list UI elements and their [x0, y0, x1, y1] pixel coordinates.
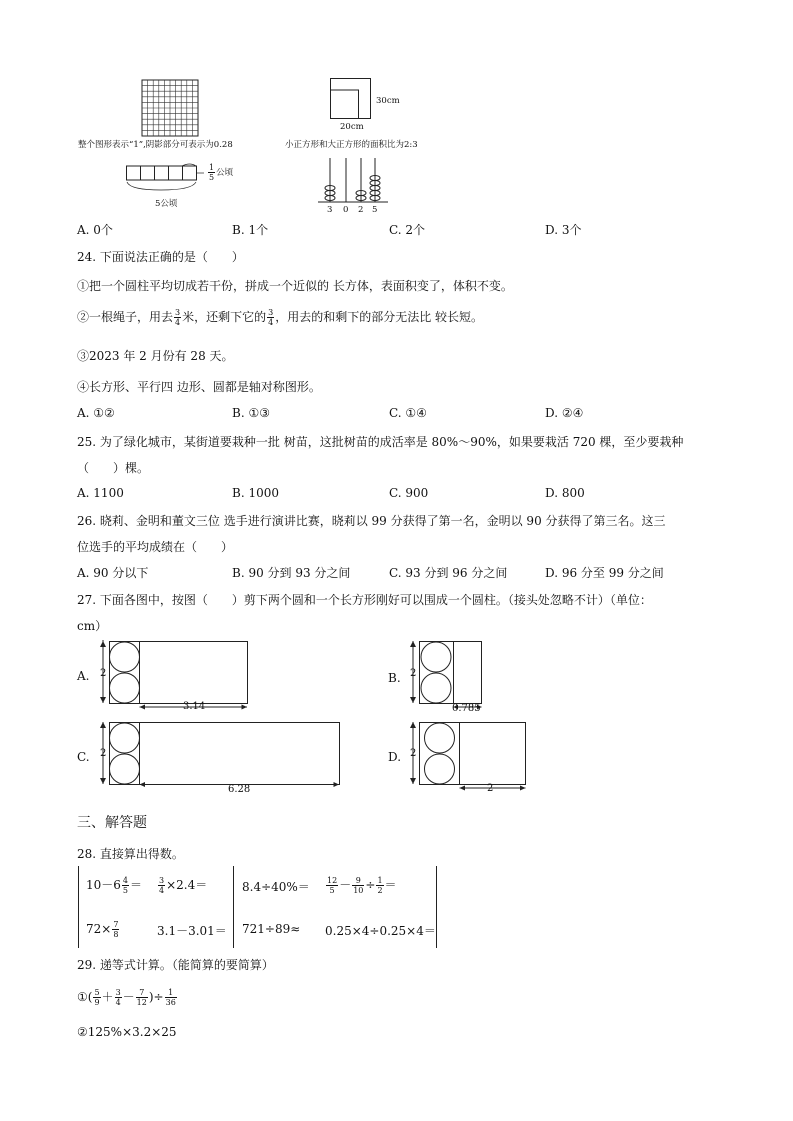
- q24-statement-1: ①把一个圆柱平均切成若干份，拼成一个近似的 长方体，表面积变了，体积不变。: [77, 279, 513, 293]
- q28-r1c2: $\frac{3}{4}$ ×2.4＝: [159, 876, 208, 895]
- bar-total-label: 5公顷: [155, 199, 178, 209]
- q27-stem-line1: 27. 下面各图中，按图（ ）剪下两个圆和一个长方形刚好可以围成一个圆柱。（接头处忽略不计）（单位：: [77, 593, 652, 607]
- q25-option-c[interactable]: C. 900: [389, 486, 429, 500]
- q24-statement-3: ③2023 年 2 月份有 28 天。: [77, 349, 234, 363]
- q23-option-d[interactable]: D. 3个: [545, 223, 582, 237]
- q27-stem-line2: cm）: [77, 619, 108, 633]
- q28-table-right-border: [436, 866, 437, 948]
- q29-expression-2: ②125%×3.2×25: [77, 1025, 177, 1039]
- q26-option-a[interactable]: A. 90 分以下: [77, 566, 149, 580]
- q23-option-a[interactable]: A. 0个: [77, 223, 113, 237]
- q28-r2c2: 3.1－3.01＝: [157, 924, 227, 938]
- bar-fraction-label: $\frac{1}{5}$ 公顷: [209, 163, 234, 182]
- q27-fig-d-width: 2: [487, 783, 494, 794]
- q26-stem-line2: 位选手的平均成绩在（ ）: [77, 540, 234, 554]
- q26-option-c[interactable]: C. 93 分到 96 分之间: [389, 566, 508, 580]
- q28-r2c4: 0.25×4÷0.25×4＝: [325, 924, 436, 938]
- q27-fig-d-height: 2: [410, 748, 417, 759]
- q27-fig-b-width: 0.785: [452, 703, 481, 714]
- q27-fig-b-height: 2: [410, 668, 417, 679]
- q24-option-d[interactable]: D. ②④: [545, 406, 584, 420]
- squares-dim-bottom: 20cm: [340, 122, 364, 132]
- q25-stem-line1: 25. 为了绿化城市，某街道要栽种一批 树苗，这批树苗的成活率是 80%～90%，如果要栽活 720 棵，至少要栽种: [77, 435, 684, 449]
- q29-expression-1: ①( $\frac{5}{9}$ ＋ $\frac{3}{4}$ － $\frac{7}{12}$ )÷ $\frac{1}{36}$: [77, 988, 176, 1007]
- q27-figure-a[interactable]: [95, 640, 255, 718]
- q28-stem: 28. 直接算出得数。: [77, 847, 184, 861]
- q27-figure-d[interactable]: [405, 721, 530, 796]
- q27-fig-a-label[interactable]: A.: [77, 669, 90, 683]
- abacus-digit-2: 0: [343, 205, 349, 215]
- squares-caption: 小正方形和大正方形的面积比为2:3: [285, 140, 418, 150]
- q23-option-b[interactable]: B. 1个: [232, 223, 269, 237]
- q27-figure-b[interactable]: [405, 640, 495, 718]
- q29-stem: 29. 递等式计算。（能简算的要简算）: [77, 958, 274, 972]
- q24-option-c[interactable]: C. ①④: [389, 406, 427, 420]
- q24-option-b[interactable]: B. ①③: [232, 406, 270, 420]
- q25-option-b[interactable]: B. 1000: [232, 486, 279, 500]
- q28-r1c4: $\frac{12}{5}$ － $\frac{9}{10}$ ÷ $\frac{1}{2}$ ＝: [327, 876, 397, 895]
- q27-fig-c-width: 6.28: [228, 784, 251, 795]
- section-title: 三、解答题: [77, 815, 147, 831]
- q24-statement-2: ②一根绳子，用去 $\frac{3}{4}$ 米，还剩下它的 $\frac{3}{4}$ ，用去的和剩下的部分无法比 较长短。: [77, 308, 484, 327]
- q25-option-d[interactable]: D. 800: [545, 486, 585, 500]
- q28-r2c1: 72× $\frac{7}{8}$: [86, 920, 119, 939]
- abacus-digit-3: 2: [358, 205, 364, 215]
- q27-fig-a-width: 3.14: [183, 701, 206, 712]
- nested-squares-figure: [330, 78, 372, 120]
- abacus-digit-1: 3: [327, 205, 333, 215]
- q26-option-b[interactable]: B. 90 分到 93 分之间: [232, 566, 351, 580]
- grid-caption: 整个图形表示“1”,阴影部分可表示为0.28: [78, 140, 233, 150]
- q24-stem: 24. 下面说法正确的是（ ）: [77, 250, 244, 264]
- q25-stem-line2: （ ）棵。: [77, 461, 150, 475]
- q24-option-a[interactable]: A. ①②: [77, 406, 115, 420]
- q27-fig-a-height: 2: [100, 668, 107, 679]
- q27-fig-c-height: 2: [100, 748, 107, 759]
- abacus-digit-4: 5: [372, 205, 378, 215]
- squares-dim-right: 30cm: [376, 96, 400, 106]
- q27-fig-d-label[interactable]: D.: [388, 750, 402, 764]
- q24-statement-4: ④长方形、平行四 边形、圆都是轴对称图形。: [77, 380, 321, 394]
- q28-r1c3: 8.4÷40%＝: [242, 880, 310, 894]
- q26-stem-line1: 26. 晓莉、金明和董文三位 选手进行演讲比赛，晓莉以 99 分获得了第一名，金明以 90 分获得了第三名。这三: [77, 514, 666, 528]
- q26-option-d[interactable]: D. 96 分至 99 分之间: [545, 566, 664, 580]
- q27-fig-b-label[interactable]: B.: [388, 671, 401, 685]
- q27-figure-c[interactable]: [95, 721, 345, 796]
- abacus-figure: [318, 156, 388, 204]
- q27-fig-c-label[interactable]: C.: [77, 750, 90, 764]
- q28-r1c1: 10－6 $\frac{4}{5}$ ＝: [86, 876, 143, 895]
- q25-option-a[interactable]: A. 1100: [77, 486, 124, 500]
- q23-option-c[interactable]: C. 2个: [389, 223, 426, 237]
- q28-table-left-border: [78, 866, 79, 948]
- q28-r2c3: 721÷89≈: [242, 922, 301, 936]
- q28-table-mid-border: [233, 866, 234, 948]
- hundred-grid-figure: [142, 80, 198, 136]
